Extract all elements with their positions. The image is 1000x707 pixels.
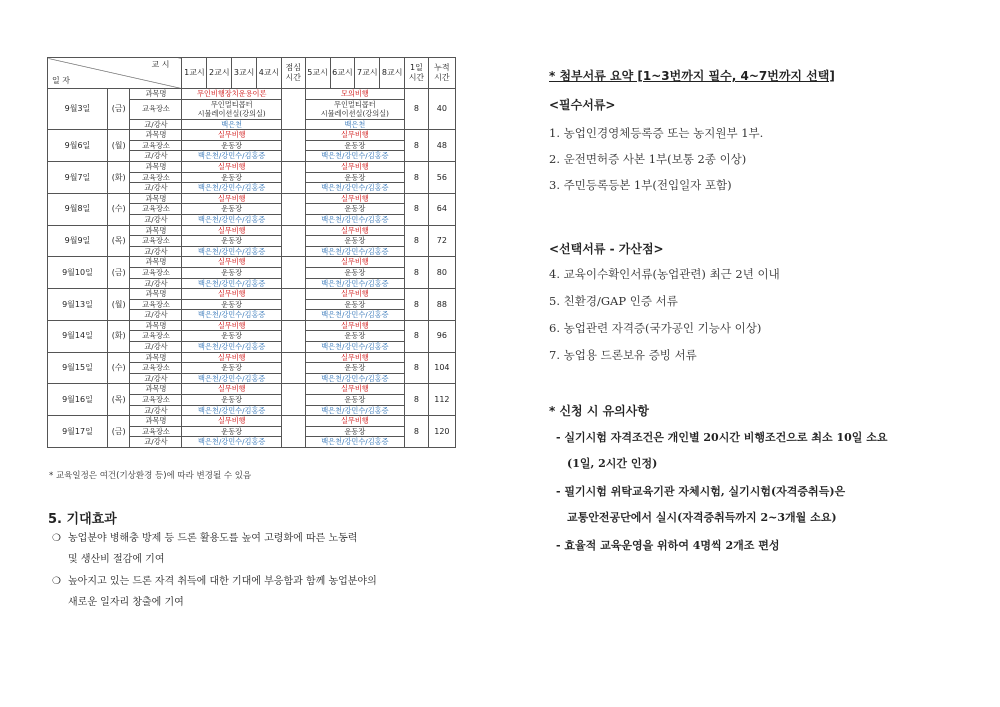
morning-cell: 백은천 xyxy=(182,119,281,130)
row-label-cell: 과목명 xyxy=(130,89,182,100)
cumulative-hours-cell: 88 xyxy=(428,289,455,321)
morning-cell: 백은천/강민수/김홍증 xyxy=(182,151,281,162)
row-label-cell: 과목명 xyxy=(130,289,182,300)
period-header: 2교시 xyxy=(207,58,232,89)
row-label-cell: 교육장소 xyxy=(130,204,182,215)
table-row xyxy=(48,257,456,268)
date-cell: 9월8일 xyxy=(48,193,108,225)
morning-cell: 백은천/강민수/김홍증 xyxy=(182,183,281,194)
row-label-cell: 교육장소 xyxy=(130,331,182,342)
row-label-cell: 교육장소 xyxy=(130,267,182,278)
cumulative-hours-cell: 64 xyxy=(428,193,455,225)
daily-hours-cell: 8 xyxy=(405,289,429,321)
afternoon-cell: 실무비행 xyxy=(305,161,404,172)
afternoon-cell: 운동장 xyxy=(305,204,404,215)
cumulative-hours-cell: 48 xyxy=(428,130,455,162)
row-label-cell: 과목명 xyxy=(130,416,182,427)
caution-title: * 신청 시 유의사항 xyxy=(549,404,649,418)
caution-item: 교통안전공단에서 실시(자격증취득까지 2~3개월 소요) xyxy=(567,511,837,524)
period-header: 4교시 xyxy=(257,58,282,89)
morning-cell: 백은천/강민수/김홍증 xyxy=(182,214,281,225)
row-label-cell: 교/강사 xyxy=(130,405,182,416)
row-label-cell: 교육장소 xyxy=(130,299,182,310)
date-cell: 9월15일 xyxy=(48,352,108,384)
afternoon-cell: 백은천/강민수/김홍증 xyxy=(305,183,404,194)
row-label-cell: 교/강사 xyxy=(130,183,182,194)
afternoon-cell: 운동장 xyxy=(305,363,404,374)
row-label-cell: 과목명 xyxy=(130,320,182,331)
daily-hours-cell: 8 xyxy=(405,384,429,416)
weekday-cell: (수) xyxy=(107,352,130,384)
item-text-continued: 및 생산비 절감에 기여 xyxy=(68,554,165,565)
morning-cell: 실무비행 xyxy=(182,161,281,172)
item-text: 높아지고 있는 드론 자격 취득에 대한 기대에 부응함과 함께 농업분야의 xyxy=(68,576,377,587)
row-label-cell: 교육장소 xyxy=(130,172,182,183)
morning-cell: 무인비행장치운용이론 xyxy=(182,89,281,100)
morning-cell: 실무비행 xyxy=(182,225,281,236)
morning-cell: 백은천/강민수/김홍증 xyxy=(182,246,281,257)
row-label-cell: 교/강사 xyxy=(130,246,182,257)
daily-hours-cell: 8 xyxy=(405,89,429,130)
row-label-cell: 교육장소 xyxy=(130,140,182,151)
row-label-cell: 교/강사 xyxy=(130,151,182,162)
morning-cell: 실무비행 xyxy=(182,257,281,268)
afternoon-cell: 실무비행 xyxy=(305,320,404,331)
cumulative-hours-cell: 96 xyxy=(428,320,455,352)
row-label-cell: 과목명 xyxy=(130,384,182,395)
section-title: 5. 기대효과 xyxy=(48,512,117,527)
table-row xyxy=(48,193,456,204)
morning-cell: 운동장 xyxy=(182,140,281,151)
row-label-cell: 교/강사 xyxy=(130,310,182,321)
afternoon-cell: 운동장 xyxy=(305,426,404,437)
afternoon-cell: 백은천/강민수/김홍증 xyxy=(305,278,404,289)
cumulative-hours-cell: 72 xyxy=(428,225,455,257)
item-text: 농업분야 병해충 방제 등 드론 활용도를 높여 고령화에 따른 노동력 xyxy=(68,533,358,544)
row-label-cell: 과목명 xyxy=(130,161,182,172)
morning-cell: 운동장 xyxy=(182,172,281,183)
daily-hours-cell: 8 xyxy=(405,416,429,448)
required-doc-item: 2. 운전면허증 사본 1부(보통 2종 이상) xyxy=(549,152,747,166)
morning-cell: 운동장 xyxy=(182,395,281,406)
afternoon-cell: 실무비행 xyxy=(305,352,404,363)
table-row xyxy=(48,289,456,300)
morning-cell: 백은천/강민수/김홍증 xyxy=(182,310,281,321)
period-header: 1교시 xyxy=(182,58,207,89)
table-row xyxy=(48,130,456,141)
caution-item: - 효율적 교육운영을 위하여 4명씩 2개조 편성 xyxy=(556,539,780,552)
morning-cell: 백은천/강민수/김홍증 xyxy=(182,437,281,448)
row-label-cell: 교육장소 xyxy=(130,99,182,119)
lunch-cell xyxy=(281,352,305,384)
morning-cell: 운동장 xyxy=(182,204,281,215)
daily-hours-cell: 8 xyxy=(405,257,429,289)
row-label-cell: 과목명 xyxy=(130,193,182,204)
afternoon-cell: 운동장 xyxy=(305,331,404,342)
weekday-cell: (월) xyxy=(107,130,130,162)
cumulative-hours-cell: 112 xyxy=(428,384,455,416)
morning-cell: 운동장 xyxy=(182,299,281,310)
caution-item: - 필기시험 위탁교육기관 자체시험, 실기시험(자격증취득)은 xyxy=(556,485,846,498)
required-docs-title: <필수서류> xyxy=(549,98,616,112)
afternoon-cell: 실무비행 xyxy=(305,130,404,141)
lunch-cell xyxy=(281,89,305,130)
lunch-cell xyxy=(281,320,305,352)
afternoon-cell: 실무비행 xyxy=(305,193,404,204)
row-label-cell: 교육장소 xyxy=(130,363,182,374)
date-label: 일 자 xyxy=(52,76,70,85)
table-row xyxy=(48,225,456,236)
morning-cell: 실무비행 xyxy=(182,384,281,395)
daily-hours-header: 1일 시간 xyxy=(405,58,429,89)
table-row xyxy=(48,320,456,331)
afternoon-cell: 백은천/강민수/김홍증 xyxy=(305,405,404,416)
header-corner xyxy=(48,58,182,89)
afternoon-cell: 백은천/강민수/김홍증 xyxy=(305,246,404,257)
morning-cell: 실무비행 xyxy=(182,130,281,141)
lunch-cell xyxy=(281,416,305,448)
table-header-row xyxy=(48,58,456,89)
afternoon-cell: 운동장 xyxy=(305,267,404,278)
afternoon-cell: 백은천/강민수/김홍증 xyxy=(305,310,404,321)
daily-hours-cell: 8 xyxy=(405,225,429,257)
weekday-cell: (금) xyxy=(107,416,130,448)
morning-cell: 실무비행 xyxy=(182,352,281,363)
date-cell: 9월7일 xyxy=(48,161,108,193)
table-row xyxy=(48,89,456,100)
period-header: 8교시 xyxy=(380,58,405,89)
caution-item: (1일, 2시간 인정) xyxy=(567,457,658,470)
afternoon-cell: 운동장 xyxy=(305,299,404,310)
cumulative-hours-cell: 120 xyxy=(428,416,455,448)
row-label-cell: 교육장소 xyxy=(130,236,182,247)
period-header: 6교시 xyxy=(330,58,355,89)
morning-cell: 백은천/강민수/김홍증 xyxy=(182,405,281,416)
row-label-cell: 과목명 xyxy=(130,352,182,363)
row-label-cell: 과목명 xyxy=(130,130,182,141)
morning-cell: 실무비행 xyxy=(182,416,281,427)
optional-doc-item: 7. 농업용 드론보유 증빙 서류 xyxy=(549,348,697,362)
afternoon-cell: 백은천/강민수/김홍증 xyxy=(305,342,404,353)
table-row xyxy=(48,352,456,363)
date-cell: 9월16일 xyxy=(48,384,108,416)
optional-docs-title: <선택서류 - 가산점> xyxy=(549,242,664,256)
daily-hours-cell: 8 xyxy=(405,352,429,384)
afternoon-cell: 실무비행 xyxy=(305,257,404,268)
afternoon-cell: 백은천/강민수/김홍증 xyxy=(305,214,404,225)
morning-cell: 운동장 xyxy=(182,267,281,278)
weekday-cell: (금) xyxy=(107,257,130,289)
afternoon-cell: 백은천/강민수/김홍증 xyxy=(305,437,404,448)
lunch-cell xyxy=(281,289,305,321)
row-label-cell: 교/강사 xyxy=(130,278,182,289)
weekday-cell: (월) xyxy=(107,289,130,321)
row-label-cell: 교/강사 xyxy=(130,214,182,225)
morning-cell: 실무비행 xyxy=(182,289,281,300)
date-cell: 9월9일 xyxy=(48,225,108,257)
afternoon-cell: 실무비행 xyxy=(305,225,404,236)
lunch-cell xyxy=(281,130,305,162)
daily-hours-cell: 8 xyxy=(405,193,429,225)
weekday-cell: (화) xyxy=(107,161,130,193)
lunch-cell xyxy=(281,193,305,225)
afternoon-cell: 실무비행 xyxy=(305,416,404,427)
row-label-cell: 교/강사 xyxy=(130,342,182,353)
schedule-note: * 교육일정은 여건(기상환경 등)에 따라 변경될 수 있음 xyxy=(49,471,252,481)
row-label-cell: 교육장소 xyxy=(130,426,182,437)
morning-cell: 운동장 xyxy=(182,363,281,374)
optional-doc-item: 5. 친환경/GAP 인증 서류 xyxy=(549,294,678,308)
lunch-cell xyxy=(281,257,305,289)
circle-bullet-icon: ❍ xyxy=(52,533,61,544)
caution-item: - 실기시험 자격조건은 개인별 20시간 비행조건으로 최소 10일 소요 xyxy=(556,431,888,444)
weekday-cell: (수) xyxy=(107,193,130,225)
afternoon-cell: 백은천 xyxy=(305,119,404,130)
morning-cell: 운동장 xyxy=(182,236,281,247)
period-header: 5교시 xyxy=(305,58,330,89)
lunch-cell xyxy=(281,225,305,257)
weekday-cell: (목) xyxy=(107,384,130,416)
afternoon-cell: 운동장 xyxy=(305,172,404,183)
daily-hours-cell: 8 xyxy=(405,161,429,193)
row-label-cell: 과목명 xyxy=(130,225,182,236)
cumulative-hours-cell: 56 xyxy=(428,161,455,193)
morning-cell: 실무비행 xyxy=(182,320,281,331)
period-header: 7교시 xyxy=(355,58,380,89)
weekday-cell: (목) xyxy=(107,225,130,257)
cumulative-hours-cell: 80 xyxy=(428,257,455,289)
attachment-title: * 첨부서류 요약 [1~3번까지 필수, 4~7번까지 선택] xyxy=(549,69,835,83)
date-cell: 9월13일 xyxy=(48,289,108,321)
afternoon-cell: 운동장 xyxy=(305,395,404,406)
morning-cell: 백은천/강민수/김홍증 xyxy=(182,278,281,289)
expected-effect-item xyxy=(52,571,462,613)
afternoon-cell: 실무비행 xyxy=(305,289,404,300)
lunch-cell xyxy=(281,384,305,416)
row-label-cell: 교육장소 xyxy=(130,395,182,406)
date-cell: 9월14일 xyxy=(48,320,108,352)
lunch-cell xyxy=(281,161,305,193)
expected-effect-item xyxy=(52,528,462,570)
row-label-cell: 교/강사 xyxy=(130,119,182,130)
cumulative-hours-cell: 104 xyxy=(428,352,455,384)
cumulative-hours-cell: 40 xyxy=(428,89,455,130)
morning-cell: 운동장 xyxy=(182,331,281,342)
optional-doc-item: 6. 농업관련 자격증(국가공인 기능사 이상) xyxy=(549,321,762,335)
daily-hours-cell: 8 xyxy=(405,130,429,162)
morning-cell: 운동장 xyxy=(182,426,281,437)
circle-bullet-icon: ❍ xyxy=(52,576,61,587)
afternoon-cell: 운동장 xyxy=(305,236,404,247)
morning-cell: 무인멀티콥터 시뮬레이션실(강의실) xyxy=(182,99,281,119)
table-row xyxy=(48,416,456,427)
schedule-table xyxy=(47,57,456,448)
date-cell: 9월10일 xyxy=(48,257,108,289)
date-cell: 9월3일 xyxy=(48,89,108,130)
morning-cell: 실무비행 xyxy=(182,193,281,204)
table-row xyxy=(48,161,456,172)
afternoon-cell: 무인멀티콥터 시뮬레이션실(강의실) xyxy=(305,99,404,119)
required-doc-item: 1. 농업인경영체등록증 또는 농지원부 1부. xyxy=(549,126,764,140)
row-label-cell: 과목명 xyxy=(130,257,182,268)
morning-cell: 백은천/강민수/김홍증 xyxy=(182,342,281,353)
weekday-cell: (화) xyxy=(107,320,130,352)
weekday-cell: (금) xyxy=(107,89,130,130)
afternoon-cell: 백은천/강민수/김홍증 xyxy=(305,151,404,162)
afternoon-cell: 운동장 xyxy=(305,140,404,151)
table-row xyxy=(48,384,456,395)
item-text-continued: 새로운 일자리 창출에 기여 xyxy=(68,597,184,608)
morning-cell: 백은천/강민수/김홍증 xyxy=(182,373,281,384)
afternoon-cell: 백은천/강민수/김홍증 xyxy=(305,373,404,384)
afternoon-cell: 모의비행 xyxy=(305,89,404,100)
class-label: 교 시 xyxy=(151,60,170,69)
row-label-cell: 교/강사 xyxy=(130,373,182,384)
row-label-cell: 교/강사 xyxy=(130,437,182,448)
period-header: 3교시 xyxy=(232,58,257,89)
daily-hours-cell: 8 xyxy=(405,320,429,352)
optional-doc-item: 4. 교육이수확인서류(농업관련) 최근 2년 이내 xyxy=(549,267,780,281)
date-cell: 9월6일 xyxy=(48,130,108,162)
afternoon-cell: 실무비행 xyxy=(305,384,404,395)
cumulative-hours-header: 누적 시간 xyxy=(428,58,455,89)
date-cell: 9월17일 xyxy=(48,416,108,448)
required-doc-item: 3. 주민등록등본 1부(전입일자 포함) xyxy=(549,178,732,192)
lunch-header: 점심 시간 xyxy=(281,58,305,89)
